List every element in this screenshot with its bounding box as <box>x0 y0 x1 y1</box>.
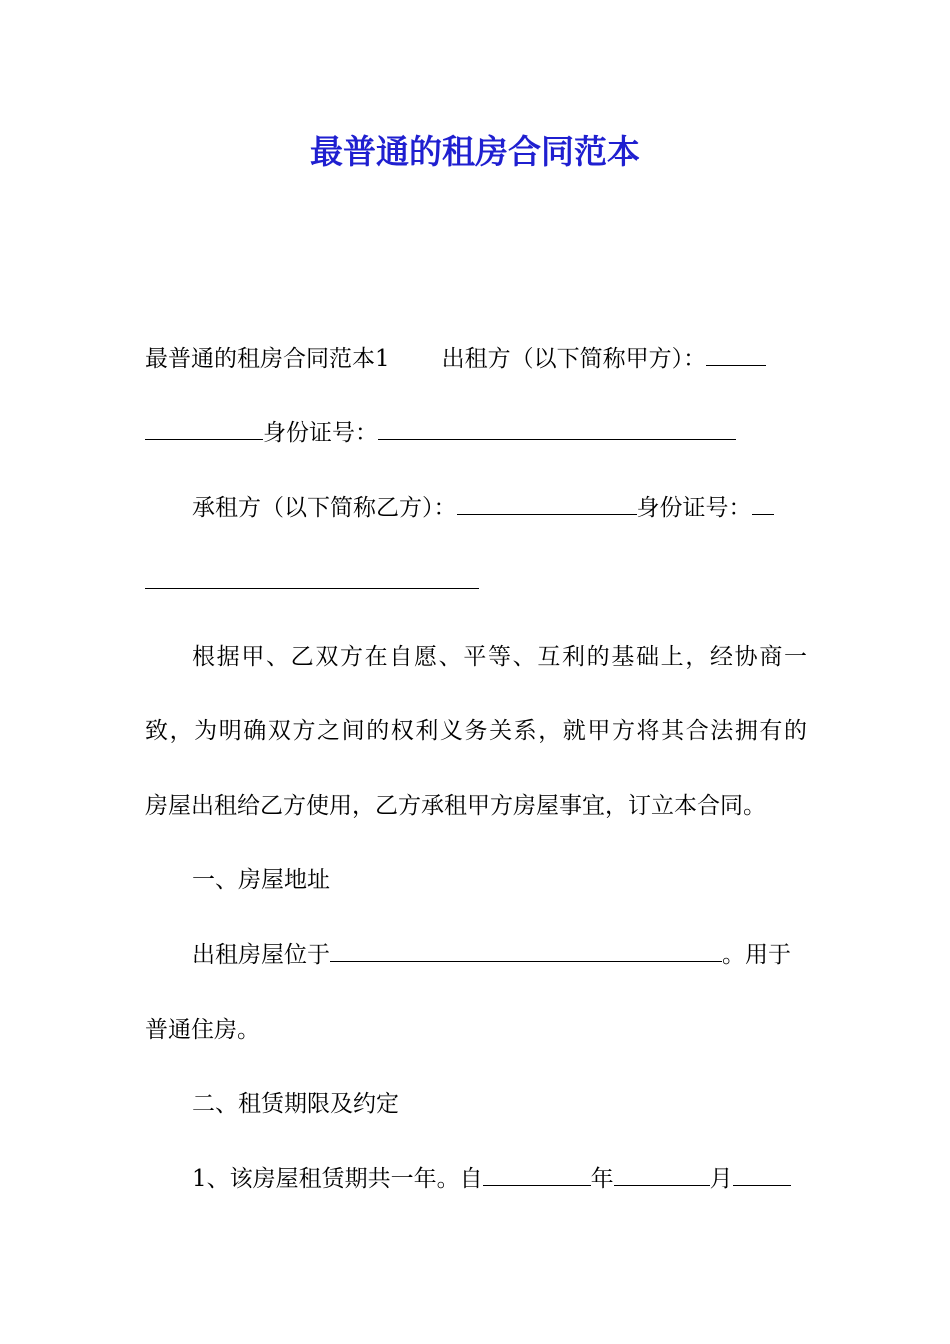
address-blank <box>330 939 722 962</box>
lessor-id-line <box>145 413 807 453</box>
lessor-id-blank <box>378 417 736 440</box>
month-label: 月 <box>709 1166 733 1192</box>
lessor-label: 出租方（以下简称甲方）： <box>441 346 707 372</box>
lessee-id-label: 身份证号： <box>636 495 752 521</box>
preamble-line-3: 房屋出租给乙方使用，乙方承租甲方房屋事宜，订立本合同。 <box>145 793 766 819</box>
term-text: 1、该房屋租赁期共一年。自 <box>192 1166 483 1192</box>
section-heading-term: 二、租赁期限及约定 <box>192 1091 399 1117</box>
document-title: 最普通的租房合同范本 <box>310 132 640 171</box>
lessor-id-label: 身份证号： <box>263 420 378 446</box>
lessee-id-blank-cont <box>145 566 479 589</box>
address-label: 出租房屋位于 <box>192 942 330 968</box>
lessee-id-line <box>145 562 807 602</box>
contract-heading: 最普通的租房合同范本1 <box>145 346 390 372</box>
lessor-name-blank <box>706 343 766 366</box>
year-blank <box>483 1163 591 1186</box>
lessee-name-blank <box>457 492 637 515</box>
lessor-name-blank-cont <box>145 417 263 440</box>
year-label: 年 <box>590 1166 614 1192</box>
term-line <box>192 1159 807 1199</box>
address-line <box>192 935 807 975</box>
lessee-label: 承租方（以下简称乙方）： <box>192 495 457 521</box>
day-blank <box>733 1163 791 1186</box>
lessee-line <box>192 488 807 528</box>
preamble-line-2: 致，为明确双方之间的权利义务关系，就甲方将其合法拥有的 <box>145 718 807 744</box>
lessor-line <box>145 339 807 379</box>
month-blank <box>614 1163 710 1186</box>
address-usage: 。用于 <box>722 942 791 968</box>
section-heading-address: 一、房屋地址 <box>192 867 330 893</box>
address-usage-line: 普通住房。 <box>145 1017 260 1043</box>
lessee-id-blank <box>752 492 774 515</box>
preamble-line-1: 根据甲、乙双方在自愿、平等、互利的基础上，经协商一 <box>192 644 807 670</box>
